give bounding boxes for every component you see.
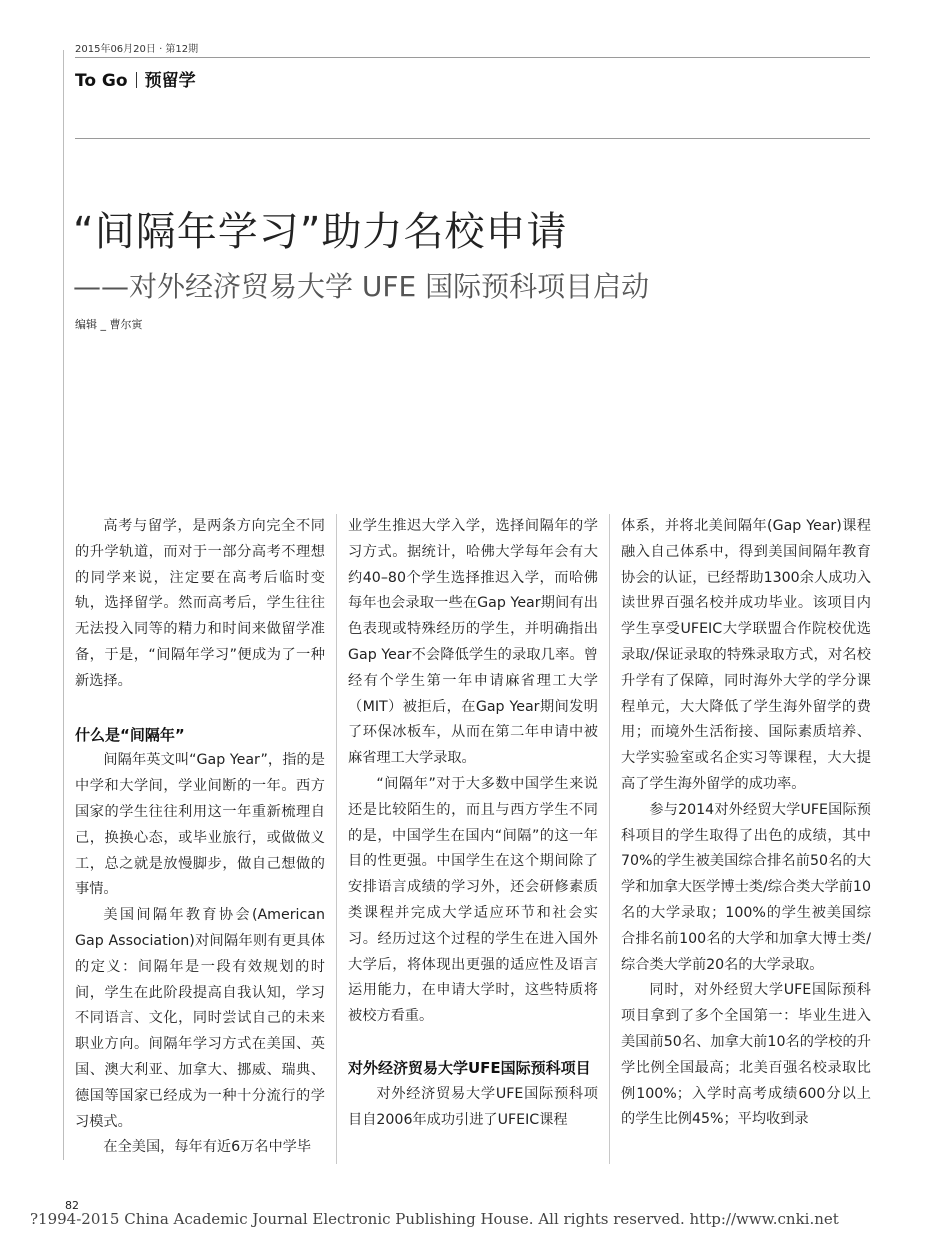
section-separator bbox=[136, 72, 137, 88]
section-heading: 对外经济贸易大学UFE国际预科项目 bbox=[348, 1058, 591, 1077]
column-divider bbox=[609, 514, 610, 1164]
paragraph: 体系，并将北美间隔年(Gap Year)课程融入自己体系中，得到美国间隔年教育协会的认证，已经帮助1300余人成功入读世界百强名校并成功毕业。该项目内学生享受UFEIC大学联盟合作院校优选录取/保证录取的特殊录取方式，对名校升学有了保障，同时海外大学的学分课程单元，大大降低了学生海外留学的费用；而境外生活衔接、国际素质培养、大学实验室或名企实习等课程，大大提高了学生海外留学的成功率。 bbox=[621, 518, 871, 792]
paragraph: 间隔年英文叫“Gap Year”，指的是中学和大学间，学业间断的一年。西方国家的学生往往利用这一年重新梳理自己，换换心态，或毕业旅行，或做做义工，总之就是放慢脚步，做自己想做的事情。 bbox=[75, 752, 325, 898]
section-rule bbox=[75, 138, 870, 139]
text-column-1 bbox=[75, 514, 325, 1161]
article-title: “间隔年学习”助力名校申请 bbox=[73, 209, 568, 255]
paragraph: 参与2014对外经贸大学UFE国际预科项目的学生取得了出色的成绩，其中70%的学生被美国综合排名前50名的大学和加拿大医学博士类/综合类大学前10名的大学录取；100%的学生被美国综合排名前100名的大学和加拿大博士类/综合类大学前20名的大学录取。 bbox=[621, 801, 871, 973]
paragraph: 业学生推迟大学入学，选择间隔年的学习方式。据统计，哈佛大学每年会有大约40–80个学生选择推迟入学，而哈佛每年也会录取一些在Gap Year期间有出色表现或特殊经历的学生，并明确指出Gap Year不会降低学生的录取几率。曾经有个学生第一年申请麻省理工大学（MIT）被拒后，在Gap Year期间发明了环保冰板车，从而在第二年申请中被麻省理工大学录取。 bbox=[348, 518, 598, 767]
paragraph: 同时，对外经贸大学UFE国际预科项目拿到了多个全国第一：毕业生进入美国前50名、加拿大前10名的学校的升学比例全国最高；北美百强名校录取比例100%；入学时高考成绩600分以上的学生比例45%；平均收到录 bbox=[621, 982, 871, 1128]
paragraph: 高考与留学，是两条方向完全不同的升学轨道，而对于一部分高考不理想的同学来说，注定要在高考后临时变轨，选择留学。然而高考后，学生往往无法投入同等的精力和时间来做留学准备，于是，“间隔年学习”便成为了一种新选择。 bbox=[75, 518, 325, 689]
paragraph: 美国间隔年教育协会(American Gap Association)对间隔年则有更具体的定义：间隔年是一段有效规划的时间，学生在此阶段提高自我认知，学习不同语言、文化，同时尝试自己的未来职业方向。间隔年学习方式在美国、英国、澳大利亚、加拿大、挪威、瑞典、德国等国家已经成为一种十分流行的学习模式。 bbox=[75, 907, 325, 1130]
text-column-2 bbox=[348, 514, 598, 1133]
editor-credit: 编辑 _ 曹尔寅 bbox=[75, 318, 143, 331]
column-divider bbox=[336, 514, 337, 1164]
left-margin-rule bbox=[63, 50, 64, 1160]
issue-date: 2015年06月20日 · 第12期 bbox=[75, 44, 199, 55]
copyright-footer: ?1994-2015 China Academic Journal Electronic Publishing House. All rights reserved. http://www.cnki.net bbox=[30, 1210, 839, 1228]
section-label bbox=[75, 66, 196, 91]
text-column-3 bbox=[621, 514, 871, 1133]
paragraph: “间隔年”对于大多数中国学生来说还是比较陌生的，而且与西方学生不同的是，中国学生在国内“间隔”的这一年目的性更强。中国学生在这个期间除了安排语言成绩的学习外，还会研修素质类课程并完成大学适应环节和社会实习。经历过这个过程的学生在进入国外大学后，将体现出更强的适应性及语言运用能力，在申请大学时，这些特质将被校方看重。 bbox=[348, 775, 598, 1025]
article-subtitle: ——对外经济贸易大学 UFE 国际预科项目启动 bbox=[73, 270, 650, 303]
paragraph: 对外经济贸易大学UFE国际预科项目自2006年成功引进了UFEIC课程 bbox=[348, 1085, 598, 1128]
header-rule bbox=[75, 57, 870, 58]
section-heading: 什么是“间隔年” bbox=[75, 725, 185, 744]
paragraph: 在全美国，每年有近6万名中学毕 bbox=[103, 1139, 312, 1156]
section-english: To Go bbox=[75, 71, 128, 91]
section-chinese: 预留学 bbox=[144, 71, 196, 91]
page-number: 82 bbox=[65, 1199, 79, 1212]
